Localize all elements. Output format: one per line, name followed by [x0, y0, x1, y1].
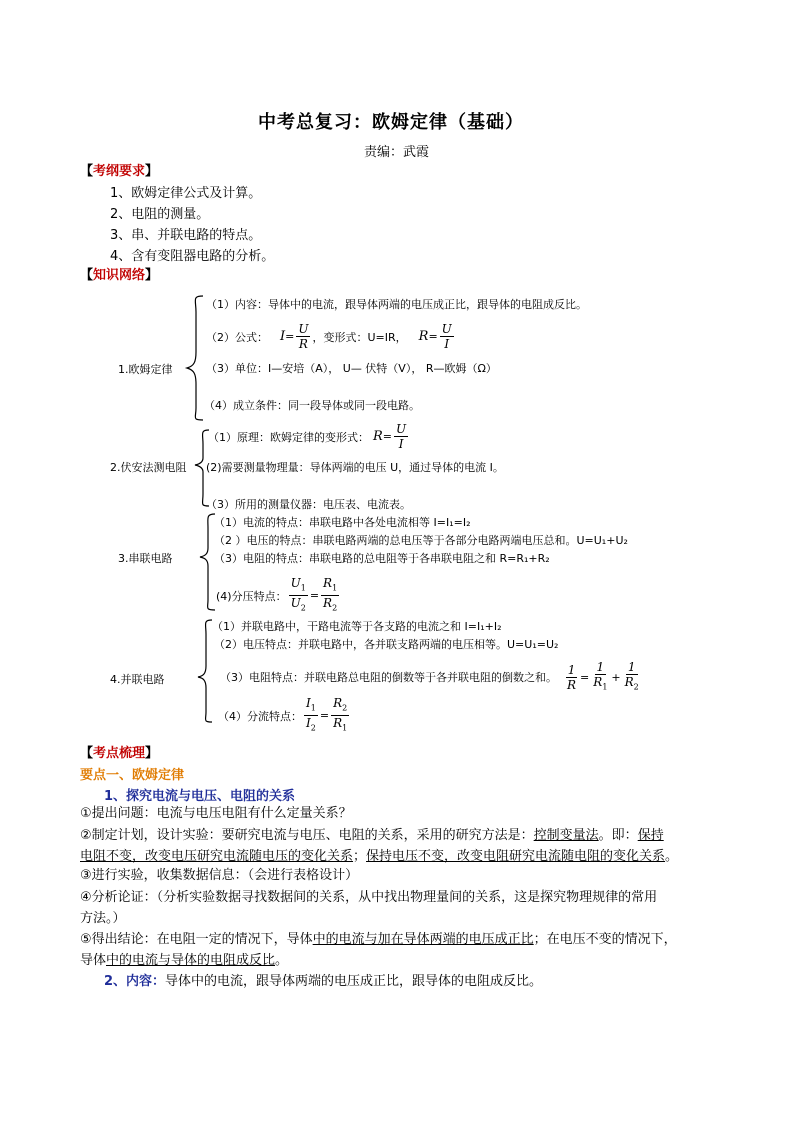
para-8: 导体中的电流与导体的电阻成反比。 — [80, 953, 289, 968]
formula-r2-over-r1: $\frac{R_2}{R_1}$ — [333, 696, 348, 733]
net4-line4: （4）分流特点： $\frac{I_1}{I_2}$ = $\frac{R_2}{R_1}$ — [218, 696, 351, 736]
net2-label: 2.伏安法测电阻 — [110, 461, 187, 474]
editor-line: 责编：武霞 — [364, 145, 430, 160]
para-3: 电阻不变，改变电压研究电流随电压的变化关系；保持电压不变，改变电阻研究电流随电阻的变化关系。 — [80, 849, 679, 864]
net1-line4: （4）成立条件：同一段导体或同一段电路。 — [204, 399, 420, 412]
net3-label: 3.串联电路 — [118, 552, 173, 565]
net3-line4: (4)分压特点： $\frac{U_1}{U_2}$ = $\frac{R_1}{R_2}$ — [216, 576, 341, 616]
page-title: 中考总复习：欧姆定律（基础） — [258, 112, 524, 133]
section-heading-zhishi: 【知识网络】 — [80, 268, 159, 283]
kaogang-item: 3、串、并联电路的特点。 — [110, 228, 262, 243]
para-1: ①提出问题：电流与电压电阻有什么定量关系？ — [80, 806, 352, 821]
kaogang-item: 2、电阻的测量。 — [110, 207, 210, 222]
section-heading-kaogang: 【考纲要求】 — [80, 164, 159, 179]
net4-line3: （3）电阻特点：并联电路总电阻的倒数等于各并联电阻的倒数之和。 $\frac{1}{R}$ = $\frac{1}{R_1}$ + $\frac{1}{R_2}$ — [220, 660, 643, 694]
net2-line3: （3）所用的测量仪器：电压表、电流表。 — [206, 498, 411, 511]
net2-line2: (2)需要测量物理量：导体两端的电压 U，通过导体的电流 I。 — [206, 461, 504, 474]
net1-line2: （2）公式： I = $\frac{U}{R}$ ，变形式：U=IR， R = $\frac{U}{I}$ — [206, 322, 452, 351]
para-7: ⑤得出结论：在电阻一定的情况下，导体中的电流与加在导体两端的电压成正比；在电压不变的情况下， — [80, 932, 677, 947]
net3-line3: （3）电阻的特点：串联电路的总电阻等于各串联电阻之和 R=R₁+R₂ — [214, 552, 550, 565]
formula-u-over-i: $\frac{U}{I}$ — [441, 322, 452, 351]
formula-i1-over-i2: $\frac{I_1}{I_2}$ — [306, 696, 316, 733]
para-5: ④分析论证：（分析实验数据寻找数据间的关系，从中找出物理量间的关系，这是探究物理规律的常用 — [80, 890, 658, 905]
formula-r-equals-u-over-i: $\frac{U}{I}$ — [396, 422, 407, 451]
kaogang-item: 4、含有变阻器电路的分析。 — [110, 249, 275, 264]
section-heading-kaodian: 【考点梳理】 — [80, 746, 159, 761]
net3-line2: （2 ）电压的特点：串联电路两端的总电压等于各部分电路两端电压总和。U=U₁+U₂ — [214, 534, 628, 547]
point-heading: 要点一、欧姆定律 — [80, 768, 185, 783]
formula-r1-over-r2: $\frac{R_1}{R_2}$ — [323, 576, 338, 613]
para-4: ③进行实验，收集数据信息：（会进行表格设计） — [80, 868, 359, 883]
para-6: 方法。） — [80, 911, 126, 926]
net1-line3: （3）单位：I—安培（A）， U— 伏特（V）， R—欧姆（Ω） — [206, 362, 497, 375]
net1-label: 1.欧姆定律 — [118, 363, 173, 376]
net4-line1: （1）并联电路中，干路电流等于各支路的电流之和 I=I₁+I₂ — [212, 620, 502, 633]
net2-line1: （1）原理：欧姆定律的变形式： R = $\frac{U}{I}$ — [208, 422, 407, 451]
formula-u-over-r: $\frac{U}{R}$ — [298, 322, 309, 351]
subpoint-heading: 1、探究电流与电压、电阻的关系 — [104, 789, 296, 804]
formula-1-over-r: $\frac{1}{R}$ — [567, 662, 577, 692]
formula-1-over-r1: $\frac{1}{R_1}$ — [593, 660, 608, 692]
para-2: ②制定计划，设计实验：要研究电流与电压、电阻的关系，采用的研究方法是：控制变量法。即：保持 — [80, 828, 664, 843]
net3-line1: （1）电流的特点：串联电路中各处电流相等 I=I₁=I₂ — [214, 516, 471, 529]
kaogang-item: 1、欧姆定律公式及计算。 — [110, 186, 262, 201]
net1-line1: （1）内容：导体中的电流，跟导体两端的电压成正比，跟导体的电阻成反比。 — [206, 298, 587, 311]
formula-1-over-r2: $\frac{1}{R_2}$ — [624, 660, 639, 692]
para-9: 2、内容：导体中的电流，跟导体两端的电压成正比，跟导体的电阻成反比。 — [104, 974, 543, 989]
net4-line2: （2）电压特点：并联电路中，各并联支路两端的电压相等。U=U₁=U₂ — [214, 638, 559, 651]
net4-label: 4.并联电路 — [110, 673, 165, 686]
formula-u1-over-u2: $\frac{U_1}{U_2}$ — [290, 576, 306, 613]
